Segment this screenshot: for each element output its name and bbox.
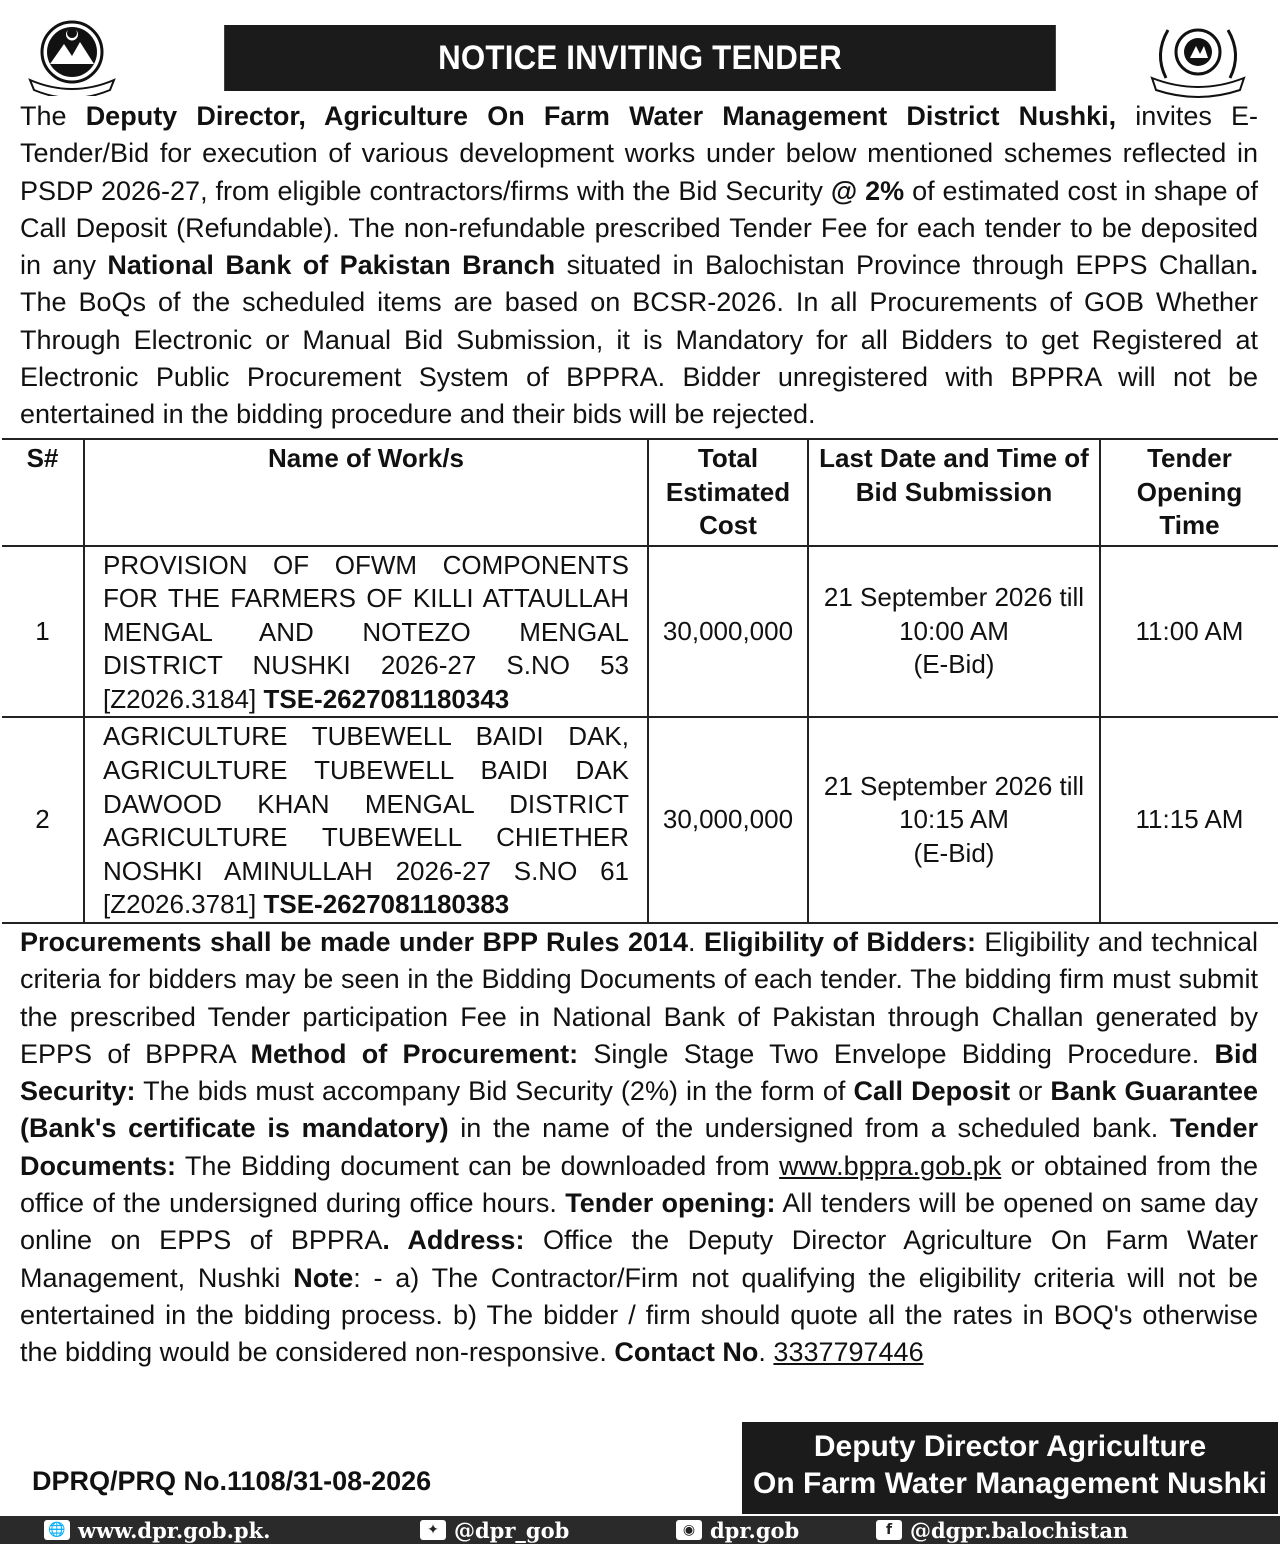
- table-row: [2, 546, 1278, 718]
- cell-last-date: 21 September 2026 till 10:00 AM (E-Bid): [808, 546, 1100, 718]
- cell-opening-time: 11:15 AM: [1100, 717, 1278, 923]
- globe-icon: 🌐: [44, 1520, 70, 1540]
- terms-paragraph: Procurements shall be made under BPP Rules 2014. Eligibility of Bidders: Eligibility and technical criteria for bidders may be seen in the Bidding Documents of each tender. The bidding firm must submit the prescribed Tender participation Fee in National Bank of Pakistan through Challan generated by EPPS of BPPRA Method of Procurement: Single Stage Two Envelope Bidding Procedure. Bid Security: The bids must accompany Bid Security (2%) in the form of Call Deposit or Bank Guarantee (Bank's certificate is mandatory) in the name of the undersigned from a scheduled bank. Tender Documents: The Bidding document can be downloaded from www.bppra.gob.pk or obtained from the office of the undersigned during office hours. Tender opening: All tenders will be opened on same day online on EPPS of BPPRA. Address: Office the Deputy Director Agriculture On Farm Water Management, Nushki Note: - a) The Contractor/Firm not qualifying the eligibility criteria will not be entertained in the bidding process. b) The bidder / firm should quote all the rates in BOQ's otherwise the bidding would be considered non-responsive. Contact No. 3337797446: [20, 927, 1258, 1368]
- intro-paragraph: The Deputy Director, Agriculture On Farm Water Management District Nushki, invites E-Tender/Bid for execution of various development works under below mentioned schemes reflected in PSDP 2026-27, from eligible contractors/firms with the Bid Security @ 2% of estimated cost in shape of Call Deposit (Refundable). The non-refundable prescribed Tender Fee for each tender to be deposited in any National Bank of Pakistan Branch situated in Balochistan Province through EPPS Challan. The BoQs of the scheduled items are based on BCSR-2026. In all Procurements of GOB Whether Through Electronic or Manual Bid Submission, it is Mandatory for all Bidders to get Registered at Electronic Public Procurement System of BPPRA. Bidder unregistered with BPPRA will not be entertained in the bidding procedure and their bids will be rejected.: [20, 101, 1258, 430]
- signature-line-1: Deputy Director Agriculture: [813, 1430, 1207, 1463]
- cell-sno: 2: [2, 717, 84, 923]
- header-sno: S#: [2, 439, 84, 546]
- twitter-icon: ✦: [420, 1520, 446, 1540]
- footer-instagram[interactable]: ◉ dpr.gob: [676, 1516, 799, 1544]
- header-name-of-work: Name of Work/s: [84, 439, 648, 546]
- notice-title: NOTICE INVITING TENDER: [224, 25, 1056, 91]
- cell-cost: 30,000,000: [648, 717, 808, 923]
- cell-last-date: 21 September 2026 till 10:15 AM (E-Bid): [808, 717, 1100, 923]
- header-last-date: Last Date and Time of Bid Submission: [808, 439, 1100, 546]
- works-table: [2, 438, 1278, 924]
- table-row: [2, 717, 1278, 923]
- cell-cost: 30,000,000: [648, 546, 808, 718]
- cell-sno: 1: [2, 546, 84, 718]
- department-seal-logo: [1146, 18, 1250, 98]
- footer-twitter[interactable]: ✦ @dpr_gob: [420, 1516, 569, 1544]
- reference-number: DPRQ/PRQ No.1108/31-08-2026: [32, 1466, 432, 1496]
- government-emblem-logo: [24, 18, 120, 96]
- cell-work-name: PROVISION OF OFWM COMPONENTS FOR THE FARMERS OF KILLI ATTAULLAH MENGAL AND NOTEZO MENGAL DISTRICT NUSHKI 2026-27 S.NO 53 [Z2026.3184] TSE-2627081180343: [84, 546, 648, 718]
- table-header-row: [2, 439, 1278, 546]
- contact-number-link[interactable]: 3337797446: [773, 1337, 924, 1368]
- bppra-website-link[interactable]: www.bppra.gob.pk: [779, 1150, 1002, 1181]
- header-opening-time: Tender Opening Time: [1100, 439, 1278, 546]
- cell-opening-time: 11:00 AM: [1100, 546, 1278, 718]
- header-total-cost: Total Estimated Cost: [648, 439, 808, 546]
- instagram-icon: ◉: [676, 1520, 702, 1540]
- footer-bar: [0, 1516, 1280, 1544]
- cell-work-name: AGRICULTURE TUBEWELL BAIDI DAK, AGRICULTURE TUBEWELL BAIDI DAK DAWOOD KHAN MENGAL DISTRICT AGRICULTURE TUBEWELL CHIETHER NOSHKI AMINULLAH 2026-27 S.NO 61 [Z2026.3781] TSE-2627081180383: [84, 717, 648, 923]
- footer-website[interactable]: 🌐 www.dpr.gob.pk.: [44, 1516, 270, 1544]
- footer-facebook[interactable]: f @dgpr.balochistan: [876, 1516, 1128, 1544]
- signature-line-2: On Farm Water Management Nushki: [753, 1467, 1267, 1500]
- facebook-icon: f: [876, 1520, 902, 1540]
- signature-block: [742, 1422, 1278, 1514]
